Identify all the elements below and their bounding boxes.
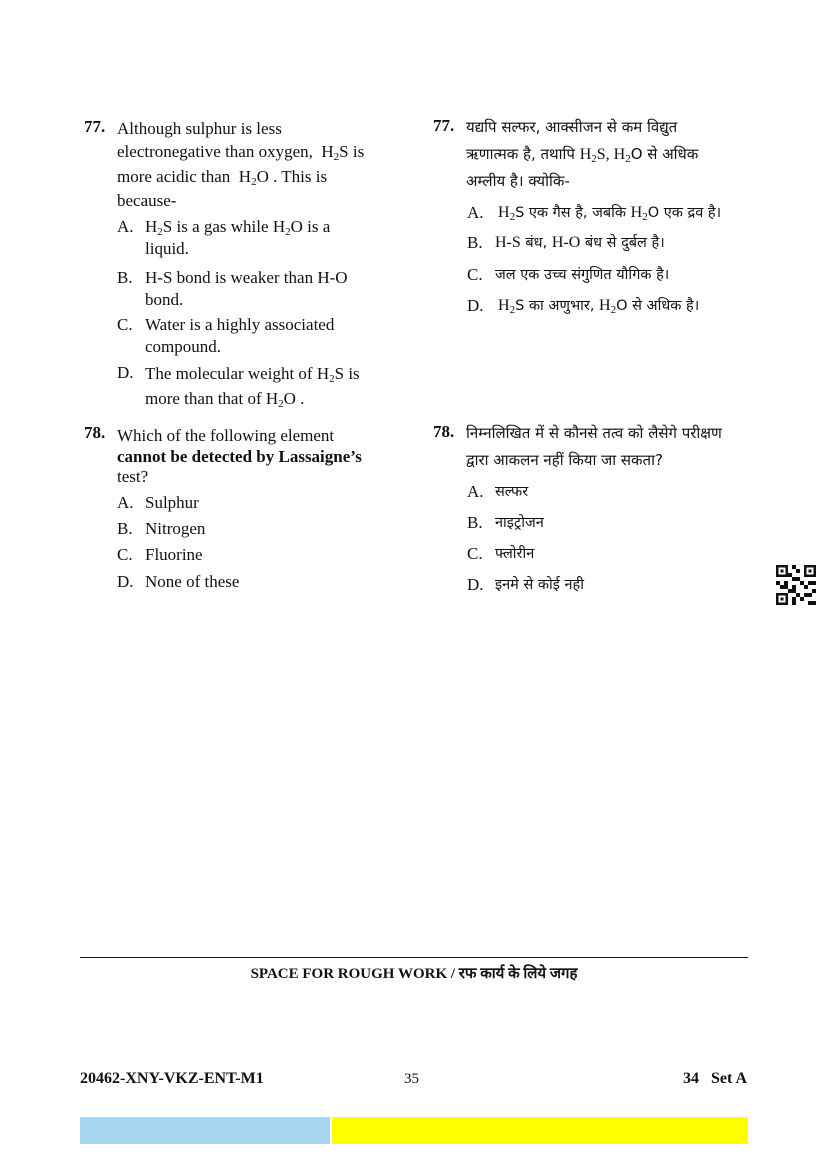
qr-code-icon [776,565,816,605]
option-a: A. Sulphur [117,493,199,512]
question-text-line: electronegative than oxygen, $H_2S$ is [117,142,365,163]
question-number: 77. [84,117,106,136]
question-text-line: test? [117,467,149,486]
question-number: 78. [433,422,455,441]
question-text-line: अम्लीय है। क्योकि- [466,172,570,190]
question-text-line: द्वारा आकलन नहीं किया जा सकता? [466,451,663,469]
option-d: D. $H_2S$ का अणुभार, $H_2O$ से अधिक है। [467,296,700,316]
question-text-line: ऋणात्मक है, तथापि $H_2S$, $H_2O$ से अधिक [466,145,699,165]
option-b: B. H-S बंध, H-O बंध से दुर्बल है। [467,233,665,252]
option-a: A. $H_2S$ is a gas while $H_2O$ is a liquid. [117,217,331,258]
question-text-line: cannot be detected by Lassaigne’s [117,447,362,466]
page-number: 35 [404,1071,419,1087]
option-c: C. Fluorine [117,545,203,564]
option-a: A. $H_2S$ एक गैस है, जबकि $H_2O$ एक द्रव है। [467,203,722,223]
question-number: 77. [433,116,455,135]
option-a: A. सल्फर [467,482,529,501]
rough-work-heading: SPACE FOR ROUGH WORK / रफ कार्य के लिये जगह [250,966,578,982]
question-text-line: more acidic than $H_2O$ . This is [117,167,328,188]
option-b: B. नाइट्रोजन [467,513,544,532]
footer-color-bar-yellow [332,1117,748,1144]
option-d: D. The molecular weight of $H_2S$ is more than that of $H_2O$ . [117,363,360,410]
paper-code: 20462-XNY-VKZ-ENT-M1 [80,1070,264,1087]
option-b: B. H-S bond is weaker than H-O bond. [117,268,348,309]
option-d: D. इनमे से कोई नही [467,575,584,594]
option-c: C. फ्लोरीन [467,544,535,563]
question-text-line: निम्नलिखित में से कौनसे तत्व को लैसेगे परीक्षण [466,424,722,442]
option-c: C. जल एक उच्च संगुणित यौगिक है। [467,265,670,284]
question-text-line: because- [117,191,177,210]
set-label: 34 Set A [683,1070,747,1087]
question-number: 78. [84,423,106,442]
question-text-line: Although sulphur is less [117,119,282,138]
footer-color-bar-blue [80,1117,330,1144]
option-d: D. None of these [117,572,240,591]
question-text-line: Which of the following element [117,426,335,445]
divider [80,957,748,958]
option-b: B. Nitrogen [117,519,206,538]
question-text-line: यद्यपि सल्फर, आक्सीजन से कम विद्युत [466,118,678,136]
option-c: C. Water is a highly associated compound. [117,315,335,356]
